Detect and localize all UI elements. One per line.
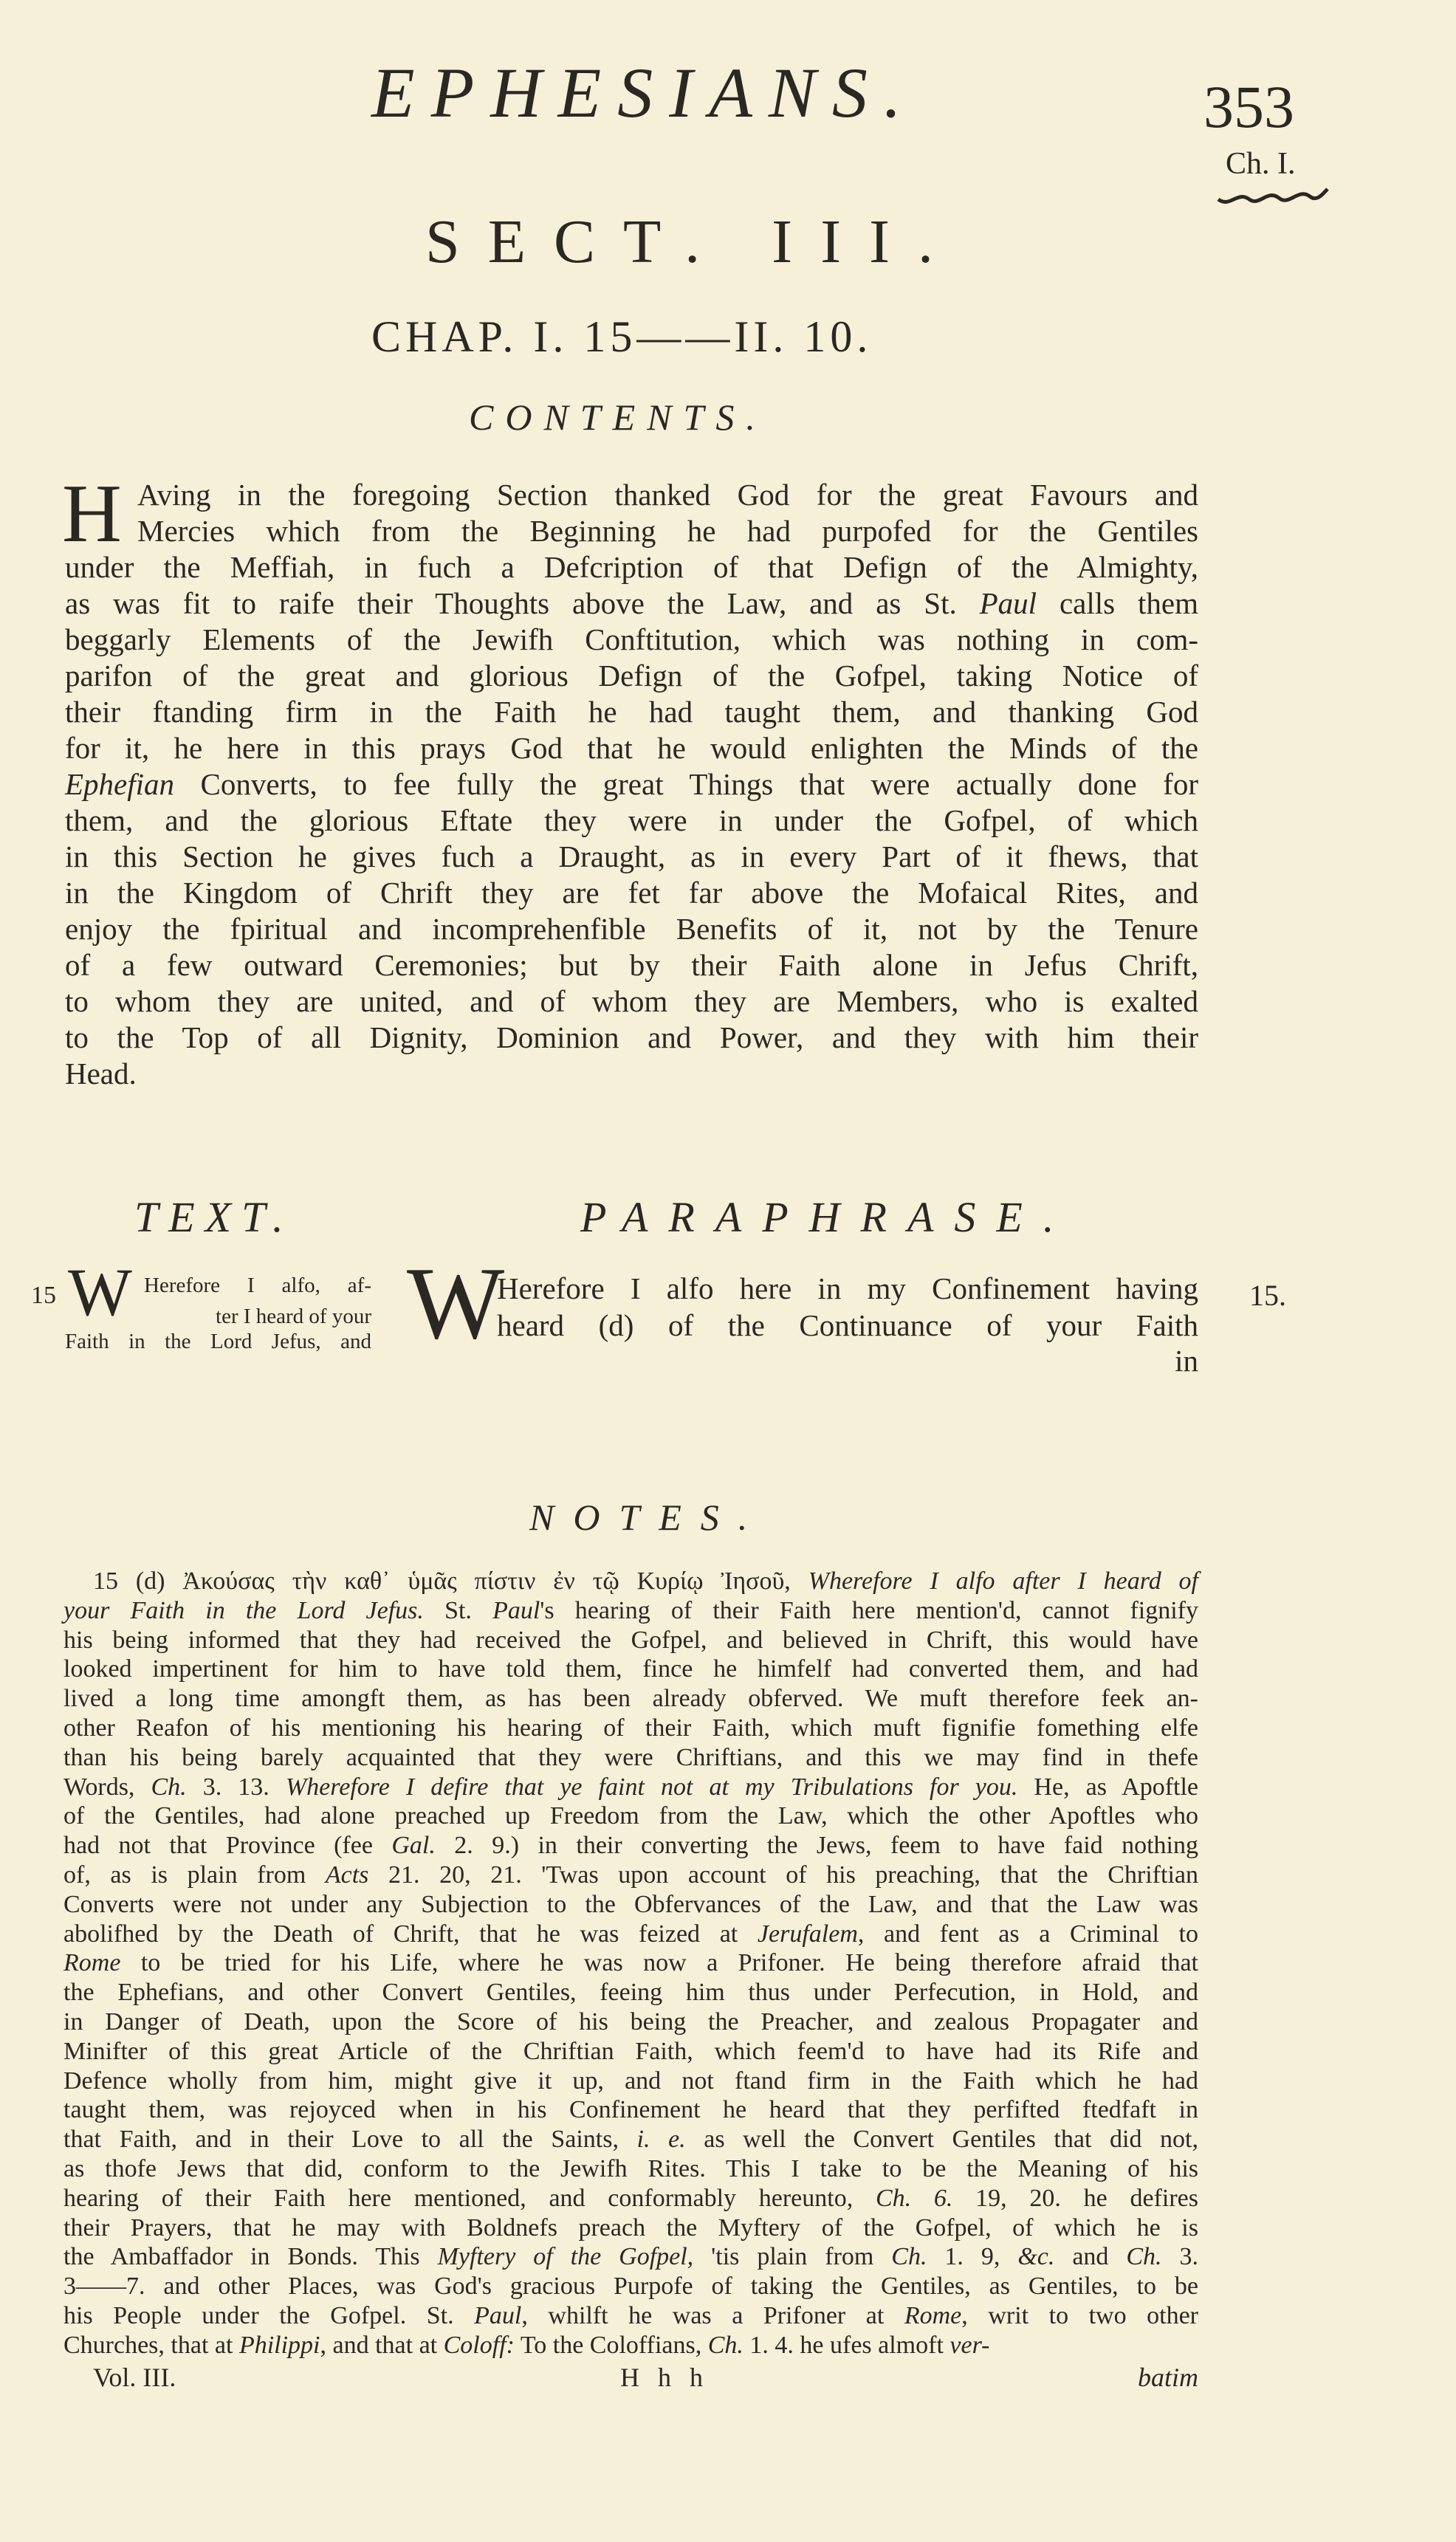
text-run: as thofe Jews that did, conform to the Jewifh Rites. This I take to be the Meaning of his [63, 2154, 1198, 2182]
text-run: 2. 9.) in their converting the Jews, feem to have faid nothing [435, 1832, 1198, 1860]
verse-number-left: 15 [31, 1282, 56, 1309]
text-run: his People under the Gofpel. St. [63, 2301, 475, 2329]
notes-line [63, 1948, 1198, 1978]
text-run: his being informed that they had received the Gofpel, and believed in Chrift, this would have [63, 1626, 1198, 1654]
italic-text: Ch. [891, 2243, 927, 2271]
italic-text: Wherefore I alfo after I heard of [808, 1567, 1198, 1595]
text-run: in Danger of Death, upon the Score of his being the Preacher, and zealous Propagater and [63, 2007, 1198, 2036]
verse-number-right: 15. [1249, 1279, 1286, 1312]
notes-line [63, 2242, 1198, 2272]
notes-line [63, 1831, 1198, 1861]
text-run: He, as Apoftle [1017, 1773, 1199, 1801]
text-run: had not that Province (fee [63, 1832, 392, 1860]
contents-line [65, 911, 1198, 947]
text-line: Faith in the Lord Jefus, and [65, 1330, 371, 1353]
text-line: Herefore I alfo, af- [144, 1274, 371, 1297]
text-run: as was fit to raife their Thoughts above the Law, and as St. [65, 586, 980, 620]
notes-line [63, 1743, 1198, 1773]
text-run: Minifter of this great Article of the Chriftian Faith, which feem'd to have had its Rife and [63, 2037, 1198, 2065]
contents-line [65, 730, 1198, 766]
text-run: 15 (d) Ἀκούσας τὴν καθ᾽ ὑμᾶς πίστιν ἐν τῷ Κυρίῳ Ἰησοῦ, [93, 1567, 808, 1595]
text-run: 1. 9, [927, 2243, 1018, 2271]
contents-line [65, 477, 1198, 513]
contents-line [65, 1056, 1198, 1092]
text-run: Churches, that at [63, 2331, 239, 2359]
contents-line [65, 549, 1198, 585]
italic-text: Rome [904, 2301, 962, 2329]
text-run: Aving in the foregoing Section thanked God for the great Favours and [137, 478, 1198, 512]
notes-line [63, 1626, 1198, 1655]
text-run: to whom they are united, and of whom they are Members, who is exalted [65, 984, 1198, 1018]
text-run: 3. [1161, 2243, 1198, 2271]
text-run: in the Kingdom of Chrift they are fet far above the Mofaical Rites, and [65, 876, 1198, 910]
text-run: Defence wholly from him, might give it up, and not ftand firm in the Faith which he had [63, 2067, 1198, 2095]
paraphrase-line: in [1175, 1344, 1198, 1378]
chapter-reference: Ch. I. [1226, 147, 1296, 181]
text-run: looked impertinent for him to have told them, fince he himfelf had converted them, and had [63, 1655, 1198, 1683]
contents-line [65, 875, 1198, 911]
volume-label: Vol. III. [93, 2363, 176, 2392]
contents-line [65, 766, 1198, 803]
notes-line [63, 1861, 1198, 1890]
paraphrase-drop-cap: W [407, 1246, 505, 1361]
contents-line [65, 947, 1198, 983]
notes-line [63, 2301, 1198, 2331]
text-run: , writ to two other [961, 2301, 1198, 2329]
chapter-range: CHAP. I. 15——II. 10. [371, 312, 873, 361]
notes-line [63, 1920, 1198, 1949]
text-run: of a few outward Ceremonies; but by their Faith alone in Jefus Chrift, [65, 948, 1198, 982]
italic-text: your Faith in the Lord Jefus. [63, 1596, 424, 1624]
notes-line [63, 2331, 1198, 2360]
drop-cap: H [62, 468, 122, 560]
text-run: abolifhed by the Death of Chrift, that he was feized at [63, 1920, 758, 1948]
italic-text: Ch. 6. [875, 2184, 953, 2212]
italic-text: Acts [325, 1861, 369, 1889]
notes-line [63, 2272, 1198, 2301]
text-drop-cap: W [68, 1254, 132, 1330]
contents-paragraph [65, 477, 1198, 1092]
notes-line [63, 2007, 1198, 2037]
text-run: lived a long time amongft them, as has been already obferved. We muft therefore feek an- [63, 1685, 1198, 1713]
text-run: 21. 20, 21. 'Twas upon account of his preaching, that the Chriftian [368, 1861, 1198, 1889]
text-run: Converts, to fee fully the great Things that were actually done for [174, 767, 1198, 801]
text-run: to be tried for his Life, where he was now a Prifoner. He being therefore afraid that [120, 1949, 1198, 1977]
text-line: ter I heard of your [216, 1305, 371, 1328]
text-run: for it, he here in this prays God that he would enlighten the Minds of the [65, 731, 1198, 765]
text-run: other Reafon of his mentioning his hearing of their Faith, which muft fignifie fomething elfe [63, 1714, 1198, 1742]
notes-line [63, 2125, 1198, 2154]
italic-text: Ephefian [65, 767, 175, 801]
text-run: to the Top of all Dignity, Dominion and Power, and they with him their [65, 1020, 1198, 1054]
text-run: the Ambaffador in Bonds. This [63, 2243, 438, 2271]
contents-line [65, 585, 1198, 622]
text-run: taught them, was rejoyced when in his Confinement he heard that they perfifted ftedfaft in [63, 2096, 1198, 2124]
italic-text: Gal. [391, 1832, 436, 1860]
signature-mark: H h h [620, 2363, 709, 2392]
text-run: of, as is plain from [63, 1861, 326, 1889]
italic-text: i. e. [636, 2126, 686, 2154]
contents-line [65, 622, 1198, 658]
text-run: under the Meffiah, in fuch a Defcription of that Defign of the Almighty, [65, 550, 1198, 584]
text-run: them, and the glorious Eftate they were in under the Gofpel, of which [65, 803, 1198, 837]
text-run: Head. [65, 1057, 137, 1090]
text-run: , whilft he was a Prifoner at [521, 2301, 904, 2329]
text-run: , and that at [320, 2331, 444, 2359]
notes-line [63, 1890, 1198, 1920]
text-run: 19, 20. he defires [952, 2184, 1198, 2212]
notes-line [63, 1978, 1198, 2007]
italic-text: Myftery of the Gofpel, [437, 2243, 694, 2271]
text-run: as well the Convert Gentiles that did not, [685, 2126, 1198, 2154]
contents-line [65, 839, 1198, 875]
contents-line [65, 983, 1198, 1020]
notes-line [63, 1684, 1198, 1714]
italic-text: Paul [474, 2301, 522, 2329]
italic-text: Coloff: [443, 2331, 515, 2359]
text-run: beggarly Elements of the Jewifh Conftitution, which was nothing in com- [65, 622, 1198, 656]
text-run: their Prayers, that he may with Boldnefs preach the Myftery of the Gofpel, of which he is [63, 2213, 1198, 2242]
text-run: St. [423, 1596, 493, 1624]
text-run: 3——7. and other Places, was God's gracious Purpofe of taking the Gentiles, as Gentiles, to be [63, 2273, 1198, 2301]
text-run: of the Gentiles, had alone preached up Freedom from the Law, which the other Apoftles who [63, 1802, 1198, 1830]
text-run: 3. 13. [186, 1773, 286, 1801]
contents-heading: CONTENTS. [469, 396, 767, 438]
section-title: SECT. III. [425, 207, 962, 276]
italic-text: Rome [63, 1949, 121, 1977]
text-run: hearing of their Faith here mentioned, and conformably hereunto, [63, 2184, 876, 2212]
italic-text: Philippi [238, 2331, 320, 2359]
paraphrase-line: heard (d) of the Continuance of your Faith [497, 1308, 1198, 1342]
text-run: parifon of the great and glorious Defign of the Gofpel, taking Notice of [65, 659, 1198, 693]
paraphrase-heading: PARAPHRASE. [580, 1193, 1075, 1241]
text-run: 'tis plain from [693, 2243, 892, 2271]
notes-paragraph [63, 1567, 1198, 2360]
italic-text: Paul [492, 1596, 540, 1624]
text-run: the Ephefians, and other Convert Gentiles, feeing him thus under Perfecution, in Hold, and [63, 1979, 1198, 2007]
notes-line [63, 1714, 1198, 1743]
catchword: batim [1137, 2363, 1198, 2392]
ornament-flourish [1215, 183, 1330, 210]
notes-line [63, 2184, 1198, 2213]
text-run: than his being barely acquainted that they were Chriftians, and this we may find in thefe [63, 1743, 1198, 1771]
text-run: calls them [1037, 586, 1198, 620]
paraphrase-line: Herefore I alfo here in my Confinement having [497, 1271, 1198, 1305]
text-run: Words, [63, 1773, 151, 1801]
italic-text: ver- [950, 2331, 990, 2359]
text-run: enjoy the fpiritual and incomprehenfible Benefits of it, not by the Tenure [65, 912, 1198, 946]
text-run: 1. 4. he ufes almoft [743, 2331, 950, 2359]
contents-line [65, 658, 1198, 694]
text-run: their ftanding firm in the Faith he had taught them, and thanking God [65, 695, 1198, 729]
notes-line [63, 2095, 1198, 2125]
italic-text: Ch. [1126, 2243, 1162, 2271]
text-run: in this Section he gives fuch a Draught, as in every Part of it fhews, that [65, 839, 1198, 873]
text-run: Mercies which from the Beginning he had purpofed for the Gentiles [137, 514, 1198, 548]
italic-text: &c. [1017, 2243, 1055, 2271]
notes-line [63, 1773, 1198, 1802]
notes-line [63, 1655, 1198, 1684]
contents-line [65, 803, 1198, 839]
text-run: 's hearing of their Faith here mention'd, cannot fignify [540, 1596, 1198, 1624]
text-run: Converts were not under any Subjection to the Obfervances of the Law, and that the Law was [63, 1890, 1198, 1918]
text-run: , and fent as a Criminal to [857, 1920, 1199, 1948]
running-title: EPHESIANS. [371, 53, 918, 132]
notes-line [63, 2213, 1198, 2243]
contents-line [65, 1020, 1198, 1056]
italic-text: Ch. [151, 1773, 187, 1801]
italic-text: Jerufalem [757, 1920, 858, 1948]
text-run: that Faith, and in their Love to all the Saints, [63, 2126, 637, 2154]
contents-line [65, 694, 1198, 730]
italic-text: Paul [979, 586, 1037, 620]
italic-text: Wherefore I defire that ye faint not at my Tribulations for you. [285, 1773, 1018, 1801]
notes-line [63, 2154, 1198, 2184]
contents-line [65, 513, 1198, 549]
notes-line [63, 2067, 1198, 2096]
text-run: and [1054, 2243, 1127, 2271]
notes-line [63, 1801, 1198, 1831]
text-run: To the Coloffians, [514, 2331, 708, 2359]
notes-heading: NOTES. [529, 1497, 767, 1538]
notes-line [63, 2037, 1198, 2067]
notes-line [63, 1596, 1198, 1626]
italic-text: Ch. [707, 2331, 744, 2359]
notes-line [63, 1567, 1198, 1596]
text-heading: TEXT. [134, 1193, 294, 1241]
page-number: 353 [1203, 73, 1294, 140]
